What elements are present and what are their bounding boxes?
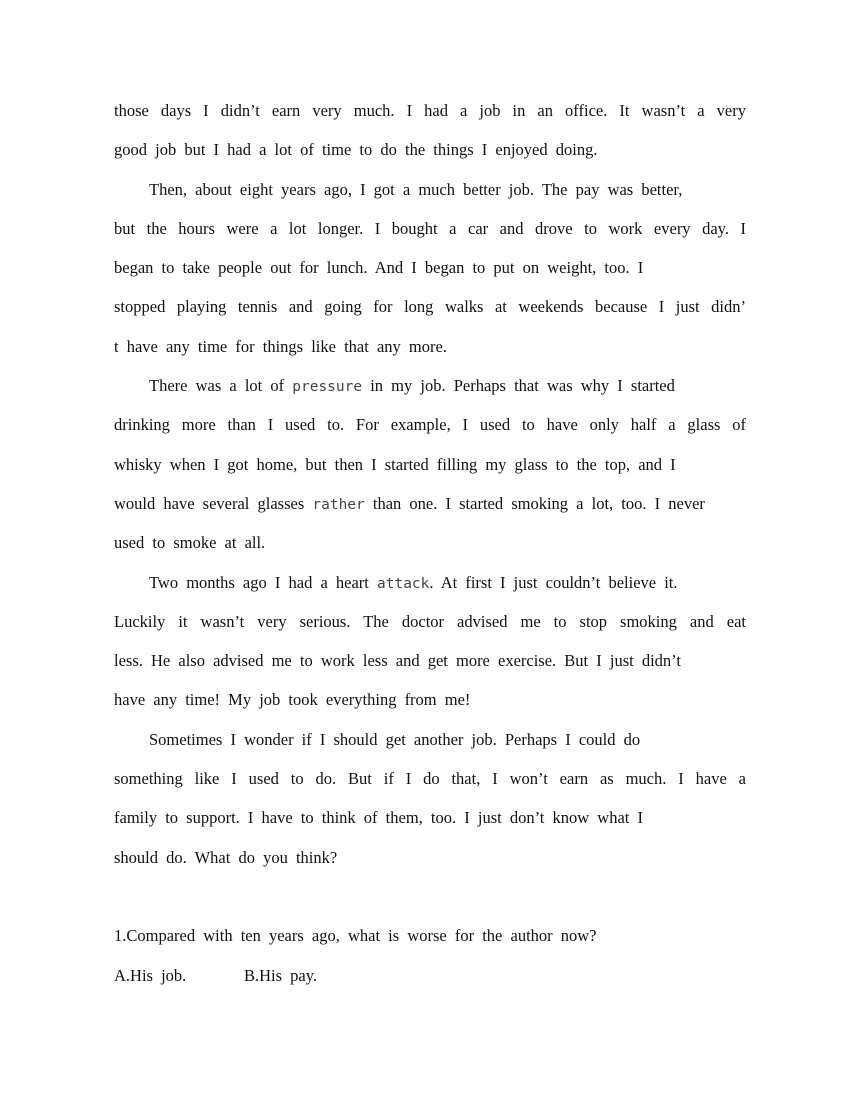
passage-line: whisky when I got home, but then I started filling my glass to the top, and I xyxy=(114,454,676,474)
highlighted-word: pressure xyxy=(292,379,363,396)
option-a: A.His job. xyxy=(114,965,187,985)
passage-line: have any time! My job took everything from me! xyxy=(114,690,471,710)
text-run: Two months ago I had a heart xyxy=(149,572,377,592)
passage-line: stopped playing tennis and going for long walks at weekends because I just didn’ xyxy=(114,297,746,317)
text-run: There was a lot of xyxy=(149,376,293,396)
passage-line: began to take people out for lunch. And I began to put on weight, too. I xyxy=(114,258,644,278)
option-b: B.His pay. xyxy=(244,965,318,985)
passage-line: less. He also advised me to work less and get more exercise. But I just didn’t xyxy=(114,651,681,671)
highlighted-word: rather xyxy=(312,496,365,513)
passage-line: used to smoke at all. xyxy=(114,533,266,553)
blank-line xyxy=(114,882,746,921)
passage-line xyxy=(114,568,746,607)
passage-line xyxy=(114,371,746,410)
highlighted-word: attack xyxy=(377,575,430,592)
passage-line: those days I didn’t earn very much. I had a job in an office. It wasn’t a very xyxy=(114,101,746,120)
passage-line: t have any time for things like that any more. xyxy=(114,336,447,356)
text-run: than one. I started smoking a lot, too. I never xyxy=(364,493,705,513)
passage-line: family to support. I have to think of them, too. I just don’t know what I xyxy=(114,808,643,828)
passage-line xyxy=(114,489,746,528)
passage-line: drinking more than I used to. For example, I used to have only half a glass of xyxy=(114,415,746,435)
passage-line: should do. What do you think? xyxy=(114,847,338,867)
text-run: . At first I just couldn’t believe it. xyxy=(429,572,678,592)
text-run: would have several glasses xyxy=(114,493,313,513)
question-stem: 1.Compared with ten years ago, what is worse for the author now? xyxy=(114,926,597,946)
passage-line: something like I used to do. But if I do that, I won’t earn as much. I have a xyxy=(114,769,746,789)
passage-line: Then, about eight years ago, I got a much better job. The pay was better, xyxy=(149,179,683,199)
answer-options xyxy=(114,961,746,1000)
passage-line: Luckily it wasn’t very serious. The doctor advised me to stop smoking and eat xyxy=(114,611,746,631)
passage-line: Sometimes I wonder if I should get another job. Perhaps I could do xyxy=(149,729,641,749)
text-run: in my job. Perhaps that was why I started xyxy=(362,376,675,396)
passage-line: but the hours were a lot longer. I bought a car and drove to work every day. I xyxy=(114,218,746,238)
passage-line: good job but I had a lot of time to do the things I enjoyed doing. xyxy=(114,140,598,160)
document-page xyxy=(114,96,746,1000)
